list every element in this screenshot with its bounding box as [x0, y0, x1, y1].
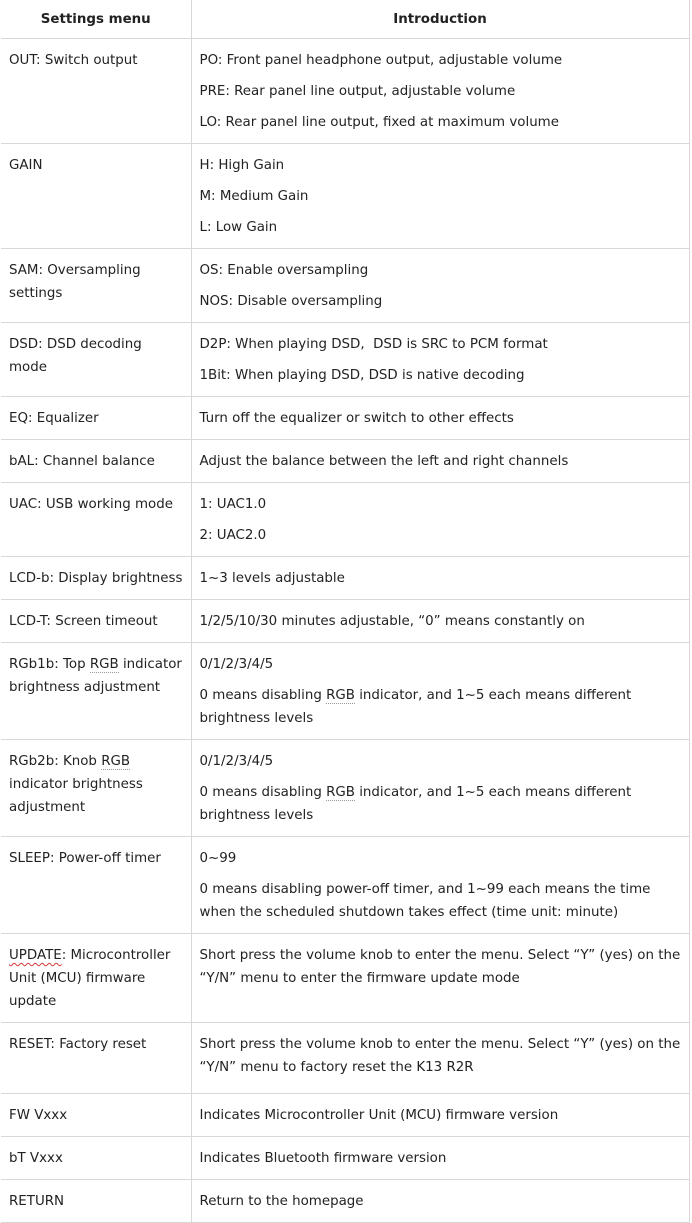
description-line: 0 means disabling RGB indicator, and 1~5 each means different brightness levels [199, 688, 632, 726]
setting-description [191, 1023, 689, 1094]
setting-name: LCD-b: Display brightness [1, 557, 191, 600]
header-introduction: Introduction [191, 0, 689, 39]
table-row [1, 600, 689, 643]
description-line: OS: Enable oversampling [199, 263, 369, 278]
description-line: 0/1/2/3/4/5 [199, 754, 274, 769]
description-line: Indicates Bluetooth firmware version [199, 1151, 447, 1166]
setting-description [191, 1137, 689, 1180]
table-row [1, 740, 689, 837]
description-line: 0 means disabling power-off timer, and 1~99 each means the time when the scheduled shutdown takes effect (time unit: minute) [199, 882, 651, 920]
setting-name: EQ: Equalizer [1, 397, 191, 440]
description-line: 1~3 levels adjustable [199, 571, 345, 586]
description-line: M: Medium Gain [199, 189, 309, 204]
setting-description [191, 557, 689, 600]
underlined-term: UPDATE [9, 948, 62, 963]
setting-name: UPDATE: Microcontroller Unit (MCU) firmware update [1, 934, 191, 1023]
description-line: LO: Rear panel line output, fixed at maximum volume [199, 115, 559, 130]
setting-description [191, 934, 689, 1023]
description-line: 0 means disabling RGB indicator, and 1~5 each means different brightness levels [199, 785, 632, 823]
setting-name: UAC: USB working mode [1, 483, 191, 557]
setting-description [191, 837, 689, 934]
table-row [1, 249, 689, 323]
setting-name: RGb1b: Top RGB indicator brightness adjustment [1, 643, 191, 740]
description-line: PRE: Rear panel line output, adjustable volume [199, 84, 516, 99]
description-line: 0/1/2/3/4/5 [199, 657, 274, 672]
description-line: D2P: When playing DSD, DSD is SRC to PCM format [199, 337, 548, 352]
description-line: Turn off the equalizer or switch to other effects [199, 411, 514, 426]
table-row [1, 483, 689, 557]
setting-description [191, 39, 689, 144]
table-row [1, 39, 689, 144]
underlined-term: RGB [89, 657, 119, 672]
description-line: 1: UAC1.0 [199, 497, 267, 512]
description-line: PO: Front panel headphone output, adjustable volume [199, 53, 563, 68]
setting-name: RETURN [1, 1180, 191, 1223]
setting-description [191, 740, 689, 837]
table-row [1, 643, 689, 740]
setting-description [191, 249, 689, 323]
setting-name: RGb2b: Knob RGB indicator brightness adjustment [1, 740, 191, 837]
setting-description [191, 440, 689, 483]
setting-name: bT Vxxx [1, 1137, 191, 1180]
table-row [1, 1094, 689, 1137]
setting-description [191, 323, 689, 397]
setting-description [191, 144, 689, 249]
setting-description [191, 600, 689, 643]
description-line: 1/2/5/10/30 minutes adjustable, “0” means constantly on [199, 614, 585, 629]
description-line: Short press the volume knob to enter the menu. Select “Y” (yes) on the “Y/N” menu to factory reset the K13 R2R [199, 1037, 681, 1075]
setting-name: GAIN [1, 144, 191, 249]
description-line: H: High Gain [199, 158, 285, 173]
header-row [1, 0, 689, 39]
table-row [1, 1023, 689, 1094]
setting-name: SAM: Oversampling settings [1, 249, 191, 323]
table-row [1, 144, 689, 249]
setting-description [191, 397, 689, 440]
table-row [1, 837, 689, 934]
table-row [1, 1137, 689, 1180]
setting-description [191, 1180, 689, 1223]
setting-description [191, 643, 689, 740]
description-line: Return to the homepage [199, 1194, 364, 1209]
description-line: 0~99 [199, 851, 237, 866]
description-line: Indicates Microcontroller Unit (MCU) firmware version [199, 1108, 559, 1123]
description-line: 2: UAC2.0 [199, 528, 267, 543]
description-line: Adjust the balance between the left and right channels [199, 454, 569, 469]
table-row [1, 557, 689, 600]
setting-name: SLEEP: Power-off timer [1, 837, 191, 934]
setting-name: RESET: Factory reset [1, 1023, 191, 1094]
underlined-term: RGB [326, 688, 355, 703]
header-settings-menu: Settings menu [1, 0, 191, 39]
table-row [1, 440, 689, 483]
setting-name: FW Vxxx [1, 1094, 191, 1137]
description-line: NOS: Disable oversampling [199, 294, 383, 309]
setting-name: DSD: DSD decoding mode [1, 323, 191, 397]
description-line: 1Bit: When playing DSD, DSD is native decoding [199, 368, 525, 383]
underlined-term: RGB [326, 785, 355, 800]
table-row [1, 397, 689, 440]
setting-description [191, 483, 689, 557]
setting-name: LCD-T: Screen timeout [1, 600, 191, 643]
table-row [1, 934, 689, 1023]
setting-description [191, 1094, 689, 1137]
settings-table [1, 0, 690, 1223]
setting-name: bAL: Channel balance [1, 440, 191, 483]
description-line: Short press the volume knob to enter the menu. Select “Y” (yes) on the “Y/N” menu to enter the firmware update mode [199, 948, 681, 986]
setting-name: OUT: Switch output [1, 39, 191, 144]
description-line: L: Low Gain [199, 220, 278, 235]
table-row [1, 323, 689, 397]
underlined-term: RGB [101, 754, 131, 769]
table-row [1, 1180, 689, 1223]
